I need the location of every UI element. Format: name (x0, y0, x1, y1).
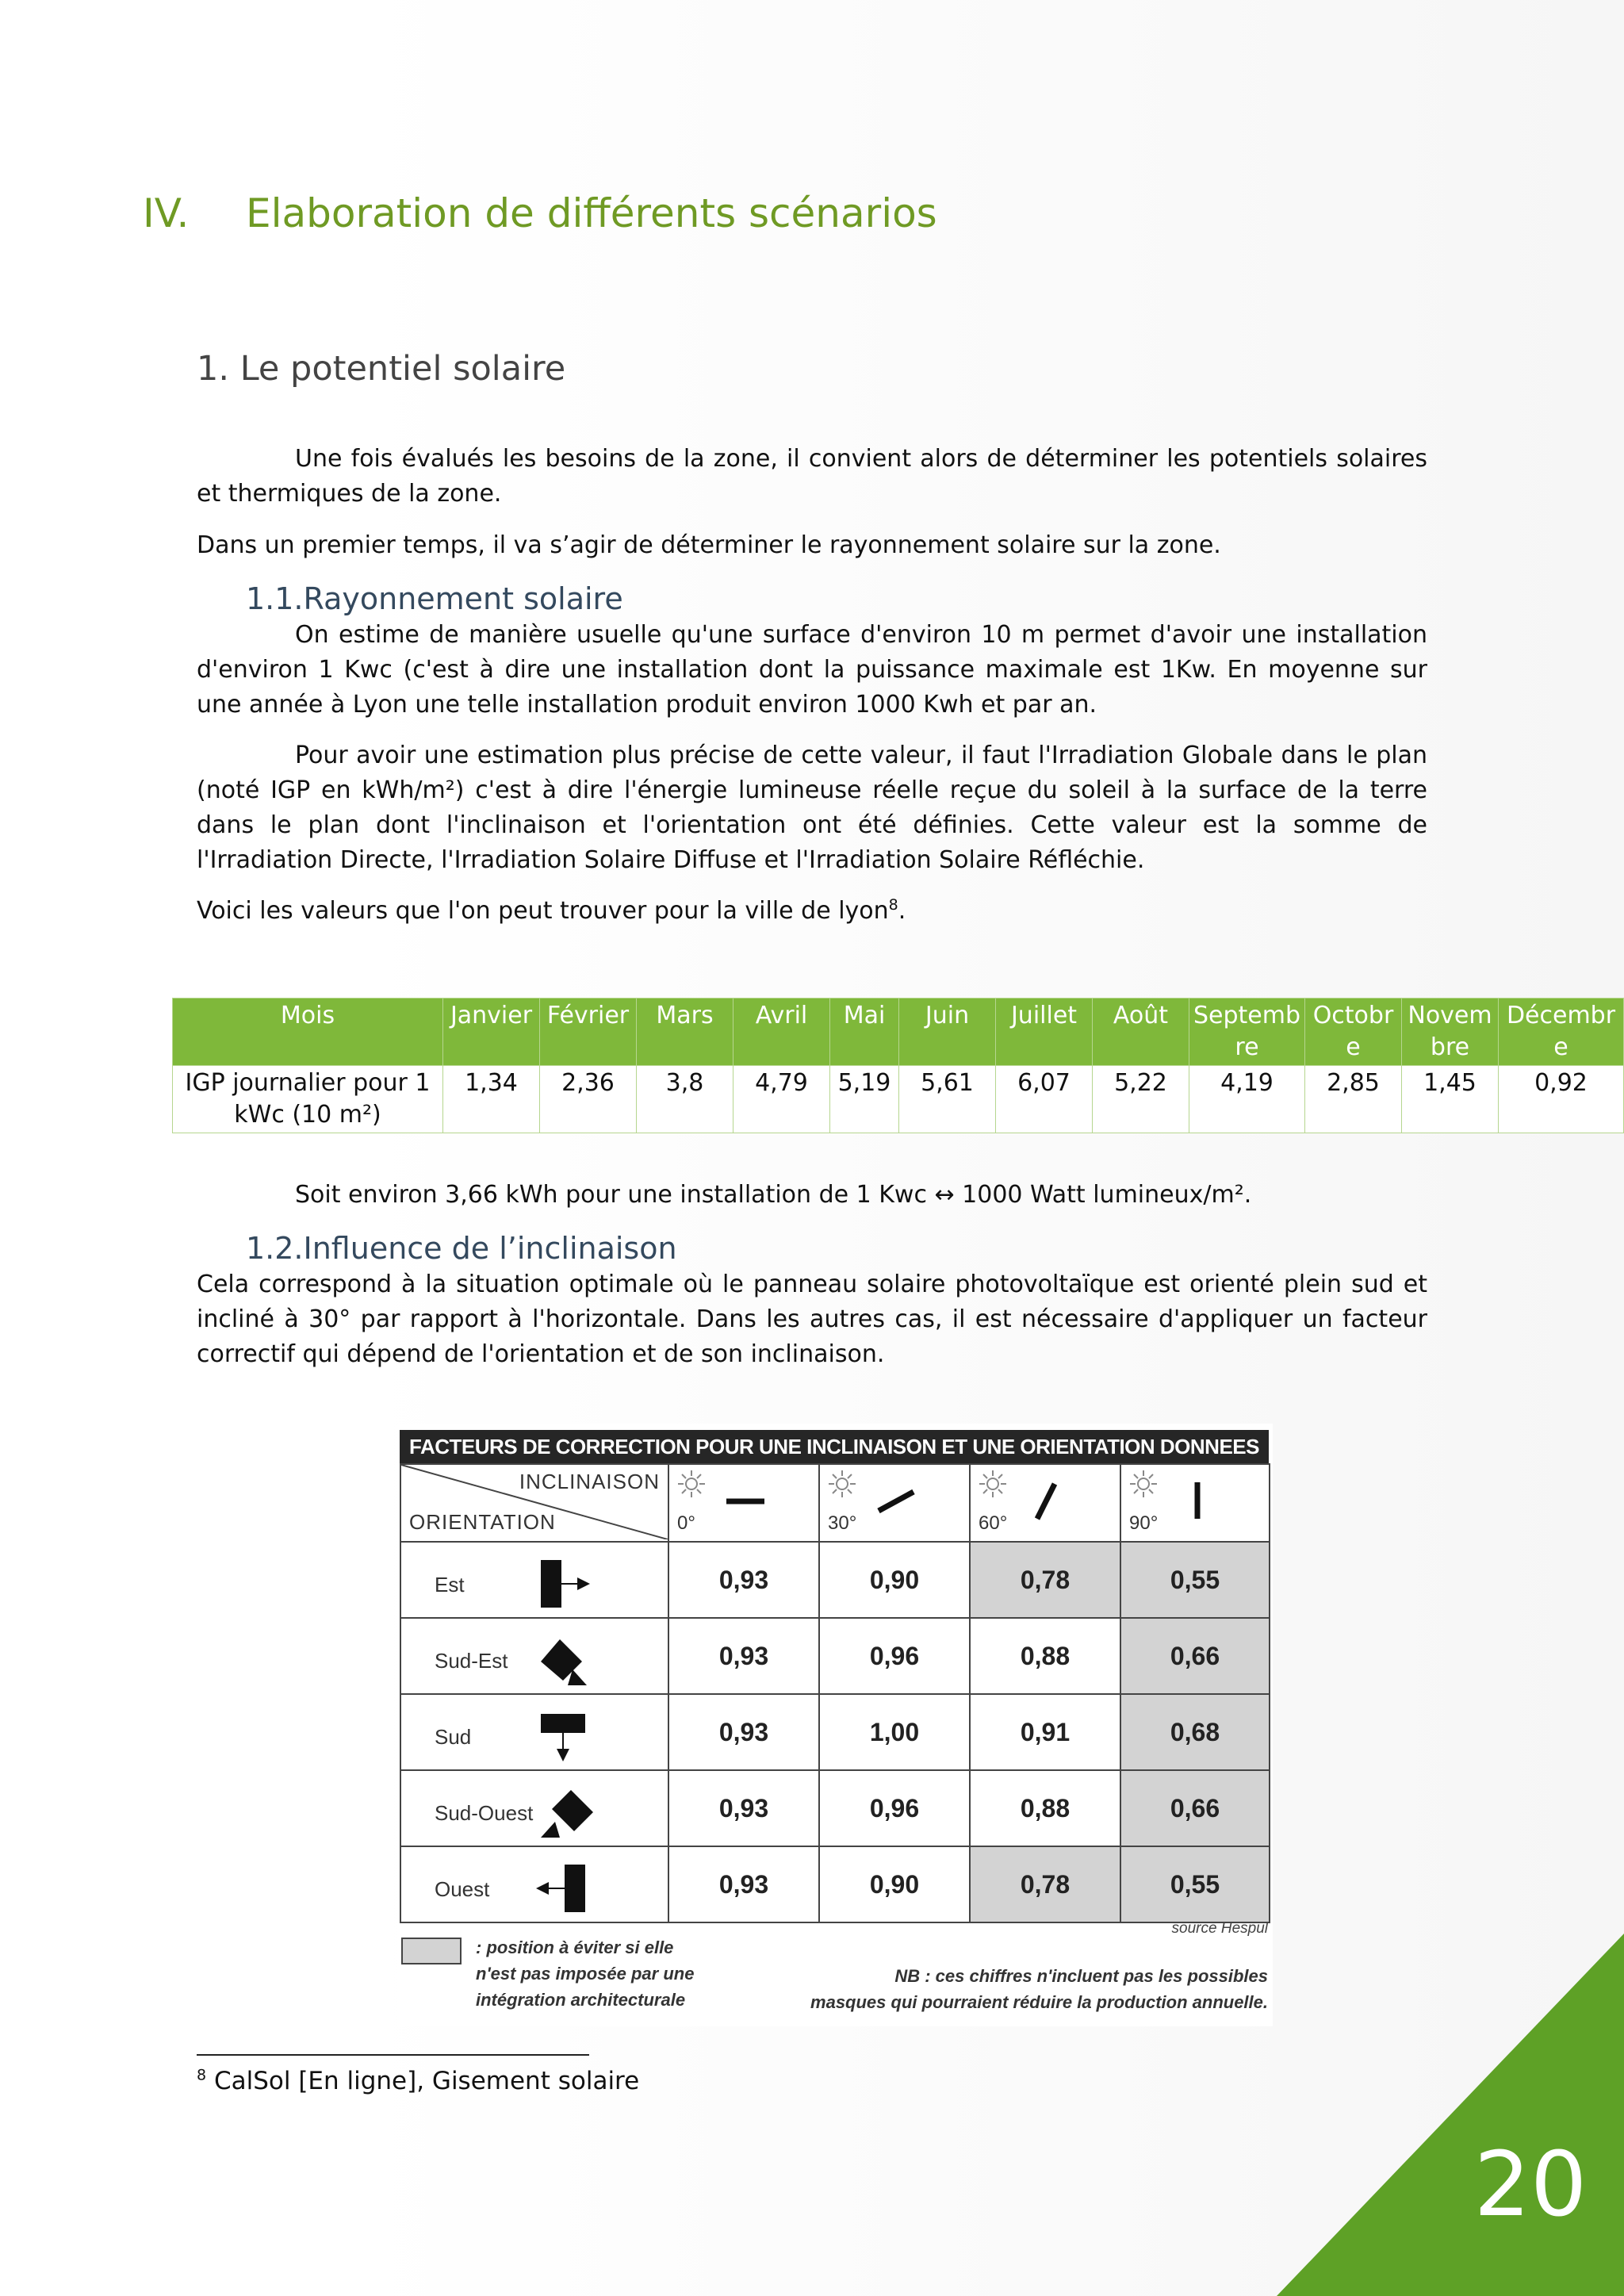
panel-south-icon (536, 1709, 595, 1765)
igp-month-header: Septembre (1189, 999, 1305, 1066)
panel-vertical-icon (1169, 1476, 1224, 1524)
angle-label-90: 90° (1129, 1512, 1159, 1534)
intro-paragraph-2: Dans un premier temps, il va s’agir de déterminer le rayonnement solaire sur la zone. (197, 531, 1221, 559)
igp-header-row (173, 999, 1624, 1066)
panel-tilt-30-icon (868, 1476, 923, 1524)
correction-factor-cell: 0,91 (970, 1694, 1120, 1770)
igp-value-cell: 3,8 (637, 1066, 733, 1133)
correction-row (400, 1846, 1270, 1922)
correction-factor-cell: 0,93 (668, 1618, 819, 1694)
igp-month-header: Juin (899, 999, 996, 1066)
igp-value-cell: 5,61 (899, 1066, 996, 1133)
correction-factor-cell: 0,93 (668, 1770, 819, 1846)
correction-row (400, 1542, 1270, 1618)
correction-factor-cell: 0,78 (970, 1542, 1120, 1618)
values-intro-period: . (898, 897, 906, 925)
footnote (197, 2064, 639, 2099)
igp-month-header: Octobre (1305, 999, 1402, 1066)
igp-value-cell: 5,22 (1093, 1066, 1189, 1133)
correction-factor-cell: 0,88 (970, 1618, 1120, 1694)
correction-factor-cell: 0,55 (1120, 1846, 1270, 1922)
angle-header-cell (668, 1464, 819, 1542)
orientation-label: Est (435, 1573, 465, 1596)
correction-factor-cell: 0,90 (819, 1846, 970, 1922)
angle-header-cell (1120, 1464, 1270, 1542)
inclinaison-paragraph: Cela correspond à la situation optimale où le panneau solaire photovoltaïque est orienté plein sud et incliné à 30° par rapport à l'horizontale. Dans les autres cas, il est nécessaire d'appliquer un facteur correctif qui dépend de l'orientation et de son inclinaison. (197, 1271, 1427, 1368)
sun-icon (828, 1470, 856, 1498)
figure-header-row (400, 1464, 1270, 1542)
correction-factor-cell: 0,93 (668, 1542, 819, 1618)
orientation-cell (400, 1770, 668, 1846)
igp-value-cell: 1,34 (443, 1066, 540, 1133)
igp-row-label: IGP journalier pour 1 kWc (10 m²) (173, 1066, 443, 1133)
values-intro-paragraph (197, 894, 1427, 929)
orientation-cell (400, 1542, 668, 1618)
angle-label-30: 30° (828, 1512, 857, 1534)
inclination-header-label: INCLINAISON (519, 1470, 660, 1493)
orientation-header-label: ORIENTATION (409, 1510, 556, 1534)
figure-title: FACTEURS DE CORRECTION POUR UNE INCLINAISON ET UNE ORIENTATION DONNEES (400, 1430, 1269, 1463)
correction-factor-cell: 0,93 (668, 1694, 819, 1770)
rayonnement-paragraph-2: Pour avoir une estimation plus précise de cette valeur, il faut l'Irradiation Globale dans le plan (noté IGP en kWh/m²) c'est à dire l'énergie lumineuse réelle reçue du soleil à la surface de la terre dans le plan dont l'inclinaison et l'orientation ont été définies. Cette valeur est la somme de l'Irradiation Directe, l'Irradiation Solaire Diffuse et l'Irradiation Solaire Réfléchie. (197, 742, 1427, 874)
subsection-heading-rayonnement: 1.1.Rayonnement solaire (246, 581, 623, 616)
chapter-heading (143, 190, 937, 236)
angle-label-0: 0° (677, 1512, 695, 1534)
correction-row (400, 1770, 1270, 1846)
igp-month-header: Mai (830, 999, 899, 1066)
igp-value-cell: 2,36 (540, 1066, 637, 1133)
correction-factor-table (400, 1463, 1270, 1923)
orientation-label: Sud (435, 1725, 472, 1749)
correction-factor-cell: 0,90 (819, 1542, 970, 1618)
igp-value-cell: 1,45 (1402, 1066, 1499, 1133)
figure-source: source Hespul (1171, 1920, 1268, 1937)
panel-south-east-icon (536, 1633, 595, 1688)
footnote-reference: 8 (888, 896, 898, 914)
correction-table-body (400, 1464, 1270, 1922)
values-intro-text: Voici les valeurs que l'on peut trouver pour la ville de lyon (197, 897, 889, 925)
igp-header-month-label: Mois (173, 999, 443, 1066)
correction-factor-cell: 0,78 (970, 1846, 1120, 1922)
panel-tilt-60-icon (1018, 1476, 1074, 1524)
orientation-label: Ouest (435, 1877, 490, 1901)
correction-factor-cell: 1,00 (819, 1694, 970, 1770)
correction-row (400, 1694, 1270, 1770)
legend-text: : position à éviter si elle n'est pas imposée par une intégration architecturale (476, 1938, 695, 2010)
orientation-label: Sud-Est (435, 1649, 508, 1673)
figure-note: NB : ces chiffres n'incluent pas les possibles masques qui pourraient réduire la production annuelle. (810, 1966, 1268, 2012)
igp-month-header: Janvier (443, 999, 540, 1066)
orientation-cell (400, 1846, 668, 1922)
figure-header-corner (400, 1464, 668, 1542)
correction-factor-cell: 0,88 (970, 1770, 1120, 1846)
chapter-title: Elaboration de différents scénarios (246, 190, 937, 236)
correction-factor-cell: 0,96 (819, 1618, 970, 1694)
legend-shade-swatch (401, 1938, 462, 1964)
rayonnement-paragraph-1: On estime de manière usuelle qu'une surface d'environ 10 m permet d'avoir une installation d'environ 1 Kwc (c'est à dire une installation dont la puissance maximale est 1Kw. En moyenne sur une année à Lyon une telle installation produit environ 1000 Kwh et par an. (197, 621, 1427, 719)
angle-header-cell (970, 1464, 1120, 1542)
igp-month-header: Juillet (996, 999, 1093, 1066)
igp-value-cell: 6,07 (996, 1066, 1093, 1133)
correction-factor-cell: 0,96 (819, 1770, 970, 1846)
panel-south-west-icon (536, 1785, 595, 1841)
igp-month-header: Février (540, 999, 637, 1066)
igp-month-header: Avril (733, 999, 830, 1066)
igp-value-cell: 4,19 (1189, 1066, 1305, 1133)
igp-value-cell: 5,19 (830, 1066, 899, 1133)
correction-factor-cell: 0,66 (1120, 1618, 1270, 1694)
igp-value-cell: 4,79 (733, 1066, 830, 1133)
igp-value-cell: 2,85 (1305, 1066, 1402, 1133)
subsection-heading-inclinaison: 1.2.Influence de l’inclinaison (246, 1231, 677, 1266)
correction-factor-cell: 0,68 (1120, 1694, 1270, 1770)
igp-month-header: Août (1093, 999, 1189, 1066)
sun-icon (677, 1470, 706, 1498)
correction-row (400, 1618, 1270, 1694)
igp-month-header: Novembre (1402, 999, 1499, 1066)
correction-factor-cell: 0,55 (1120, 1542, 1270, 1618)
panel-east-icon (536, 1557, 595, 1612)
igp-value-cell: 0,92 (1499, 1066, 1624, 1133)
summary-line: Soit environ 3,66 kWh pour une installation de 1 Kwc ↔ 1000 Watt lumineux/m². (295, 1181, 1252, 1209)
sun-icon (1129, 1470, 1158, 1498)
intro-paragraph-1: Une fois évalués les besoins de la zone, il convient alors de déterminer les potentiels solaires et thermiques de la zone. (197, 445, 1427, 508)
sun-icon (979, 1470, 1007, 1498)
orientation-label: Sud-Ouest (435, 1801, 534, 1825)
section-heading: 1. Le potentiel solaire (197, 349, 566, 389)
angle-header-cell (819, 1464, 970, 1542)
correction-factor-cell: 0,66 (1120, 1770, 1270, 1846)
angle-label-60: 60° (979, 1512, 1008, 1534)
correction-factor-cell: 0,93 (668, 1846, 819, 1922)
panel-west-icon (536, 1861, 595, 1917)
igp-value-row (173, 1066, 1624, 1133)
igp-table (172, 998, 1624, 1133)
page-number: 20 (1473, 2133, 1588, 2237)
footnote-text: CalSol [En ligne], Gisement solaire (213, 2067, 640, 2095)
chapter-number: IV. (143, 190, 190, 236)
orientation-cell (400, 1618, 668, 1694)
correction-factor-figure (396, 1424, 1273, 2026)
orientation-cell (400, 1694, 668, 1770)
footnote-separator (197, 2054, 589, 2056)
footnote-number: 8 (197, 2066, 207, 2084)
igp-month-header: Décembre (1499, 999, 1624, 1066)
panel-flat-icon (717, 1476, 772, 1524)
igp-month-header: Mars (637, 999, 733, 1066)
